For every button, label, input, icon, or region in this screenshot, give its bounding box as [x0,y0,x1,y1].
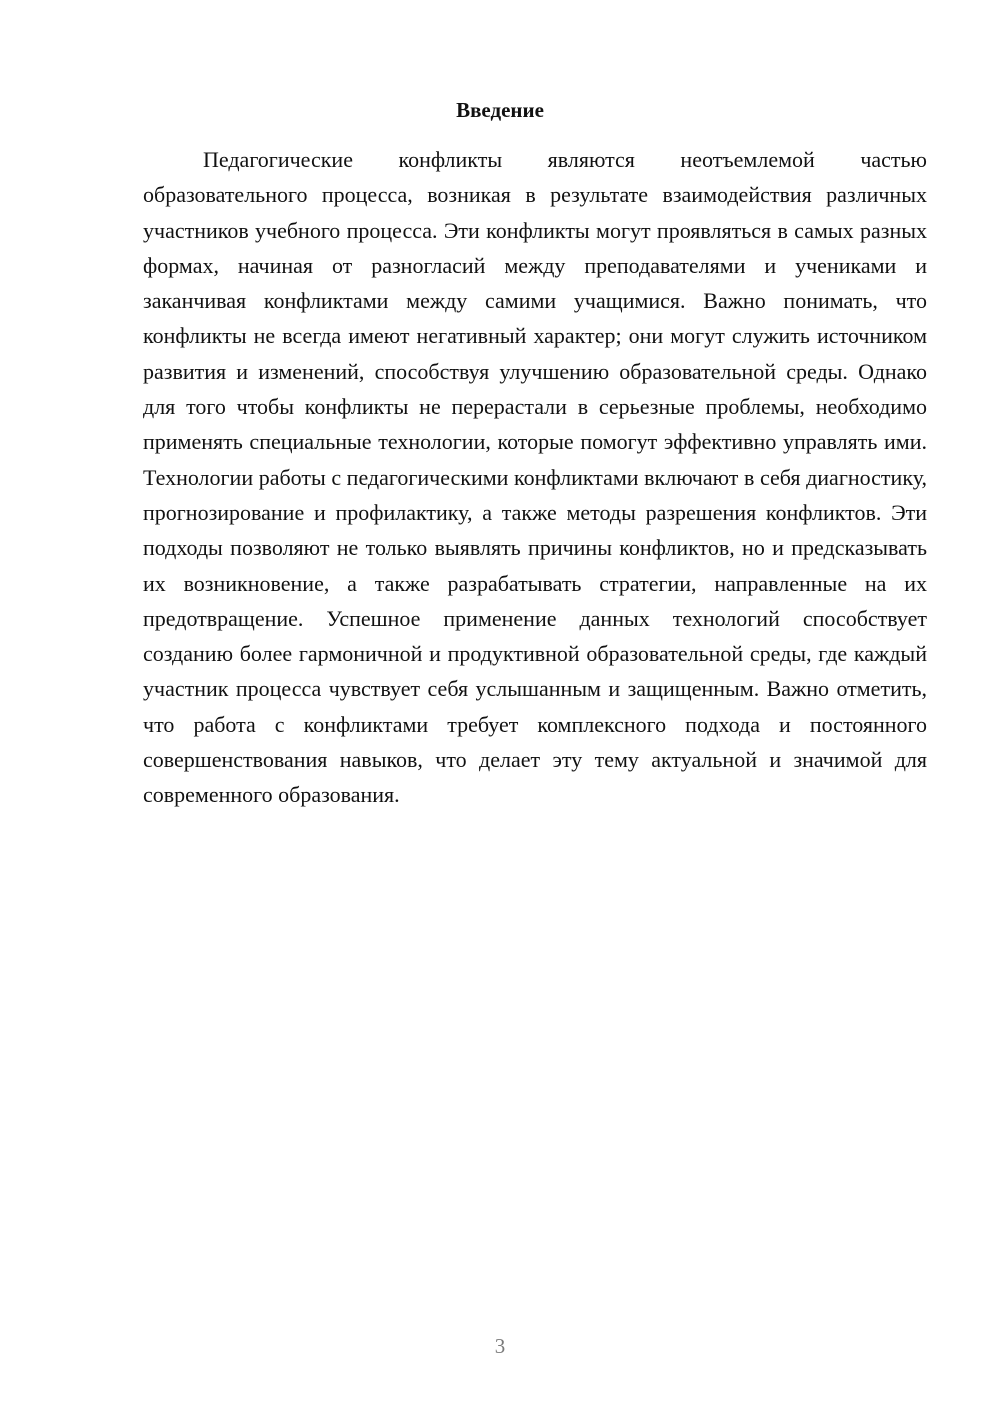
page-number: 3 [494,1334,506,1358]
section-heading: Введение [456,98,544,122]
body-paragraph: Педагогические конфликты являются неотъемлемой частью образовательного процесса, возникая в результате взаимодействия различных участников учебного процесса. Эти конфликты могут проявляться в самых разных формах, начиная от разногласий между преподавателями и учениками и заканчивая конфликтами между самими учащимися. Важно понимать, что конфликты не всегда имеют негативный характер; они могут служить источником развития и изменений, способствуя улучшению образовательной среды. Однако для того чтобы конфликты не перерастали в серьезные проблемы, необходимо применять специальные технологии, которые помогут эффективно управлять ими. Технологии работы с педагогическими конфликтами включают в себя диагностику, прогнозирование и профилактику, а также методы разрешения конфликтов. Эти подходы позволяют не только выявлять причины конфликтов, но и предсказывать их возникновение, а также разрабатывать стратегии, направленные на их предотвращение. Успешное применение данных технологий способствует созданию более гармоничной и продуктивной образовательной среды, где каждый участник процесса чувствует себя услышанным и защищенным. Важно отметить, что работа с конфликтами требует комплексного подхода и постоянного совершенствования навыков, что делает эту тему актуальной и значимой для современного образования. [143,147,927,808]
